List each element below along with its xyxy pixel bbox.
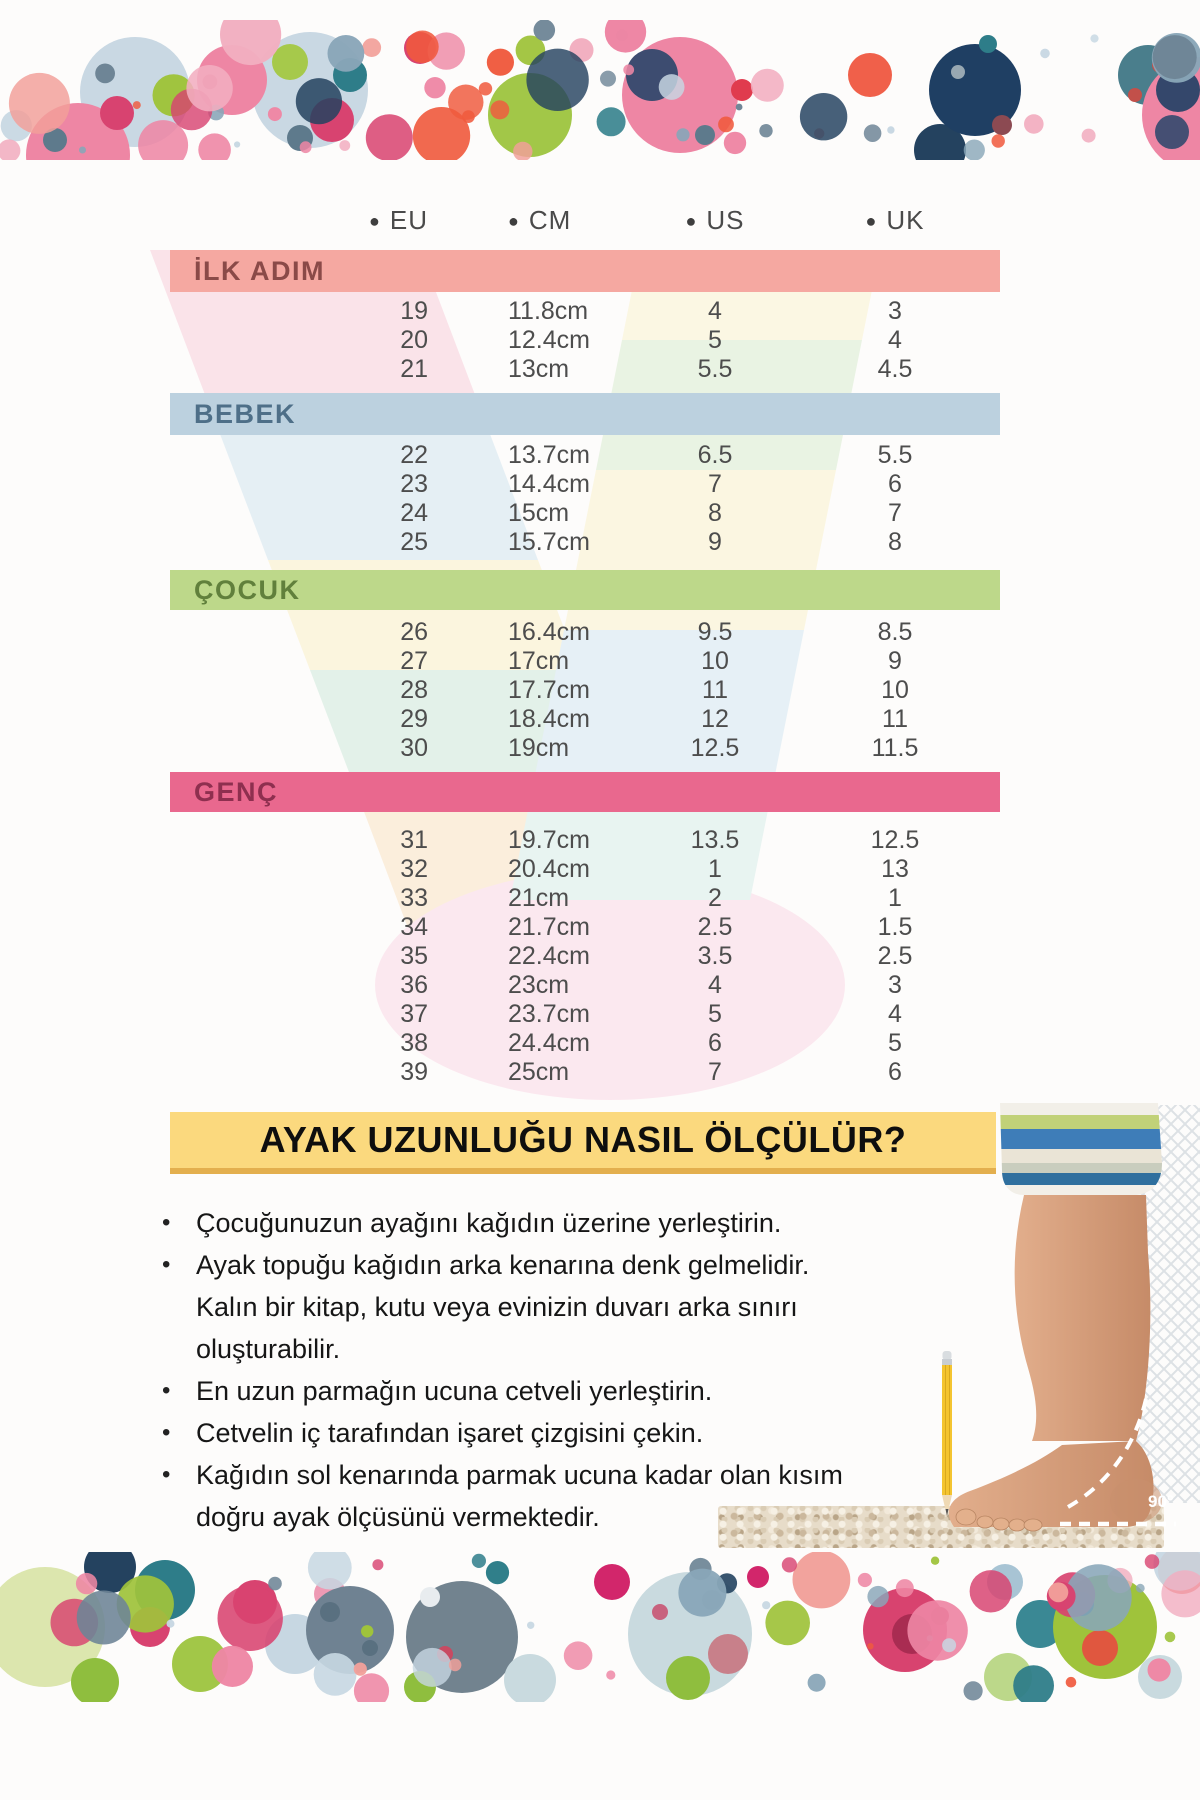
decorative-dot bbox=[887, 126, 894, 133]
decorative-dot bbox=[1136, 1584, 1145, 1593]
decorative-dot bbox=[1049, 1582, 1069, 1602]
cell-cm: 21cm bbox=[508, 884, 570, 912]
cell-eu: 34 bbox=[400, 913, 428, 941]
section-bar bbox=[170, 393, 1000, 435]
cell-eu: 35 bbox=[400, 942, 428, 970]
cell-eu: 27 bbox=[400, 647, 428, 675]
decorative-dot bbox=[354, 1663, 367, 1676]
decorative-dot bbox=[186, 65, 232, 111]
decorative-dot bbox=[534, 20, 556, 41]
decorative-dot bbox=[308, 1552, 352, 1590]
decorative-dot bbox=[907, 1600, 967, 1660]
cell-uk: 5 bbox=[888, 1029, 902, 1057]
instruction-line bbox=[158, 1202, 958, 1244]
top-dots-border bbox=[0, 20, 1200, 160]
size-row bbox=[170, 942, 1000, 971]
decorative-dot bbox=[1165, 1632, 1176, 1643]
cell-eu: 32 bbox=[400, 855, 428, 883]
cell-uk: 3 bbox=[888, 971, 902, 999]
cell-eu: 26 bbox=[400, 618, 428, 646]
decorative-dot bbox=[487, 49, 514, 76]
cell-eu: 29 bbox=[400, 705, 428, 733]
decorative-dot bbox=[526, 49, 588, 111]
decorative-dot bbox=[1153, 35, 1197, 79]
cell-eu: 25 bbox=[400, 528, 428, 556]
size-row bbox=[170, 441, 1000, 470]
cell-us: 13.5 bbox=[690, 826, 740, 854]
section-rows bbox=[170, 297, 1000, 384]
decorative-dot bbox=[424, 77, 445, 98]
cell-us: 12 bbox=[701, 705, 729, 733]
cell-eu: 21 bbox=[400, 355, 428, 383]
cell-uk: 7 bbox=[888, 499, 902, 527]
decorative-dot bbox=[300, 141, 312, 153]
bullet-marker: • bbox=[162, 1419, 171, 1446]
pencil-icon bbox=[942, 1351, 952, 1516]
instruction-line bbox=[158, 1454, 958, 1496]
size-row bbox=[170, 618, 1000, 647]
decorative-dot bbox=[864, 124, 882, 142]
cell-cm: 22.4cm bbox=[508, 942, 590, 970]
decorative-dot bbox=[600, 71, 616, 87]
column-label: CM bbox=[528, 204, 572, 235]
instruction-line bbox=[158, 1370, 958, 1412]
cell-uk: 11.5 bbox=[871, 734, 919, 762]
decorative-dot bbox=[212, 1646, 253, 1687]
cell-uk: 9 bbox=[888, 647, 902, 675]
decorative-dot bbox=[366, 114, 413, 160]
cell-eu: 31 bbox=[400, 826, 428, 854]
cell-uk: 1.5 bbox=[877, 913, 913, 941]
decorative-dot bbox=[1145, 1554, 1160, 1569]
instruction-text: Ayak topuğu kağıdın arka kenarına denk gelmelidir. bbox=[196, 1250, 810, 1280]
cell-us: 12.5 bbox=[690, 734, 740, 762]
bullet-icon: ● bbox=[685, 210, 698, 231]
decorative-dot bbox=[992, 134, 1005, 147]
cell-eu: 39 bbox=[400, 1058, 428, 1086]
cell-cm: 15.7cm bbox=[508, 528, 590, 556]
cell-cm: 15cm bbox=[508, 499, 570, 527]
cell-uk: 8.5 bbox=[877, 618, 913, 646]
cell-eu: 22 bbox=[400, 441, 428, 469]
decorative-dot bbox=[328, 35, 365, 72]
cell-cm: 16.4cm bbox=[508, 618, 590, 646]
section-label: ÇOCUK bbox=[194, 574, 301, 605]
decorative-dot bbox=[676, 128, 689, 141]
decorative-dot bbox=[77, 1591, 131, 1645]
cell-eu: 36 bbox=[400, 971, 428, 999]
size-row bbox=[170, 297, 1000, 326]
cell-eu: 37 bbox=[400, 1000, 428, 1028]
section-bar bbox=[170, 250, 1000, 292]
cell-eu: 23 bbox=[400, 470, 428, 498]
decorative-dot bbox=[361, 1625, 373, 1637]
instruction-list bbox=[158, 1202, 958, 1538]
decorative-dot bbox=[858, 1573, 872, 1587]
decorative-dot bbox=[167, 1620, 175, 1628]
instruction-line bbox=[158, 1328, 958, 1370]
measure-guide-banner bbox=[170, 1112, 996, 1174]
cell-cm: 12.4cm bbox=[508, 326, 590, 354]
cell-eu: 24 bbox=[400, 499, 428, 527]
cell-cm: 19.7cm bbox=[508, 826, 590, 854]
column-header-cm bbox=[430, 205, 640, 236]
decorative-dot bbox=[1082, 129, 1096, 143]
cell-eu: 38 bbox=[400, 1029, 428, 1057]
cell-eu: 30 bbox=[400, 734, 428, 762]
cell-cm: 19cm bbox=[508, 734, 570, 762]
decorative-dot bbox=[527, 1622, 534, 1629]
decorative-dot bbox=[623, 64, 634, 75]
size-row bbox=[170, 971, 1000, 1000]
cell-cm: 13cm bbox=[508, 355, 570, 383]
bullet-marker bbox=[158, 1286, 196, 1328]
cell-uk: 2.5 bbox=[877, 942, 913, 970]
instruction-text: Kağıdın sol kenarında parmak ucuna kadar olan kısım bbox=[196, 1460, 843, 1490]
cell-us: 1 bbox=[708, 855, 722, 883]
cell-uk: 5.5 bbox=[877, 441, 913, 469]
section-rows bbox=[170, 618, 1000, 763]
cell-us: 5.5 bbox=[697, 355, 733, 383]
decorative-dot bbox=[198, 133, 231, 160]
decorative-dot bbox=[762, 1601, 770, 1609]
cell-uk: 4 bbox=[888, 326, 902, 354]
decorative-dot bbox=[1024, 114, 1044, 134]
cell-cm: 14.4cm bbox=[508, 470, 590, 498]
decorative-dot bbox=[782, 1557, 797, 1572]
decorative-dot bbox=[759, 124, 772, 137]
instruction-text: Kalın bir kitap, kutu veya evinizin duvarı arka sınırı bbox=[196, 1292, 798, 1322]
decorative-dot bbox=[472, 1554, 486, 1568]
decorative-dot bbox=[372, 1559, 383, 1570]
section-label: GENÇ bbox=[194, 776, 279, 807]
decorative-dot bbox=[268, 1577, 282, 1591]
section-rows bbox=[170, 826, 1000, 1087]
bullet-icon: ● bbox=[865, 210, 878, 231]
cell-uk: 4 bbox=[888, 1000, 902, 1028]
cell-us: 11 bbox=[702, 676, 728, 704]
decorative-dot bbox=[659, 74, 685, 100]
column-header-eu bbox=[170, 205, 430, 236]
size-row bbox=[170, 676, 1000, 705]
decorative-dot bbox=[931, 1557, 939, 1565]
cell-cm: 23cm bbox=[508, 971, 570, 999]
cell-cm: 17cm bbox=[508, 647, 570, 675]
decorative-dot bbox=[448, 85, 483, 120]
decorative-dot bbox=[133, 101, 141, 109]
cell-cm: 18.4cm bbox=[508, 705, 590, 733]
instruction-text: oluşturabilir. bbox=[196, 1334, 341, 1364]
banner-title: AYAK UZUNLUĞU NASIL ÖLÇÜLÜR? bbox=[259, 1119, 907, 1160]
cell-us: 5 bbox=[708, 326, 722, 354]
decorative-dot bbox=[678, 1569, 726, 1617]
decorative-dot bbox=[724, 132, 746, 154]
cell-cm: 11.8cm bbox=[508, 297, 589, 325]
bullet-marker: • bbox=[162, 1461, 171, 1488]
decorative-dot bbox=[736, 104, 743, 111]
decorative-dot bbox=[751, 69, 784, 102]
cell-uk: 1 bbox=[888, 884, 902, 912]
size-row bbox=[170, 855, 1000, 884]
decorative-dot bbox=[800, 93, 847, 140]
cell-us: 7 bbox=[708, 1058, 722, 1086]
table-header-row bbox=[170, 198, 1000, 242]
cell-uk: 10 bbox=[881, 676, 909, 704]
section-bar bbox=[170, 570, 1000, 610]
decorative-dot bbox=[808, 1674, 826, 1692]
section-bar bbox=[170, 772, 1000, 812]
size-row bbox=[170, 470, 1000, 499]
cell-eu: 20 bbox=[400, 326, 428, 354]
cell-cm: 13.7cm bbox=[508, 441, 590, 469]
cell-us: 9.5 bbox=[697, 618, 733, 646]
size-row bbox=[170, 326, 1000, 355]
decorative-dot bbox=[718, 117, 734, 133]
cell-cm: 24.4cm bbox=[508, 1029, 590, 1057]
decorative-dot bbox=[867, 1586, 888, 1607]
decorative-dot bbox=[1090, 34, 1098, 42]
cell-us: 4 bbox=[708, 297, 722, 325]
cell-uk: 6 bbox=[888, 1058, 902, 1086]
decorative-dot bbox=[793, 1552, 851, 1608]
striped-pants bbox=[995, 1103, 1170, 1195]
cell-us: 6 bbox=[708, 1029, 722, 1057]
cell-uk: 13 bbox=[881, 855, 909, 883]
decorative-dot bbox=[218, 1586, 283, 1651]
size-row bbox=[170, 528, 1000, 557]
column-label: EU bbox=[389, 204, 428, 235]
cell-us: 9 bbox=[708, 528, 722, 556]
decorative-dot bbox=[95, 64, 115, 84]
size-row bbox=[170, 913, 1000, 942]
instruction-text: En uzun parmağın ucuna cetveli yerleştirin. bbox=[196, 1376, 713, 1406]
cell-eu: 19 bbox=[400, 297, 428, 325]
instruction-line bbox=[158, 1286, 958, 1328]
cell-us: 2.5 bbox=[697, 913, 733, 941]
cell-cm: 23.7cm bbox=[508, 1000, 590, 1028]
decorative-dot bbox=[268, 107, 282, 121]
decorative-dot bbox=[490, 100, 509, 119]
size-row bbox=[170, 647, 1000, 676]
bullet-marker: • bbox=[162, 1251, 171, 1278]
decorative-dot bbox=[339, 140, 350, 151]
decorative-dot bbox=[9, 73, 70, 134]
decorative-dot bbox=[234, 141, 240, 147]
section-rows bbox=[170, 441, 1000, 557]
decorative-dot bbox=[564, 1641, 593, 1670]
decorative-dot bbox=[1066, 1677, 1077, 1688]
size-row bbox=[170, 705, 1000, 734]
decorative-dot bbox=[606, 1670, 615, 1679]
cell-us: 6.5 bbox=[697, 441, 733, 469]
bullet-marker bbox=[158, 1496, 196, 1538]
cell-uk: 3 bbox=[888, 297, 902, 325]
decorative-dot bbox=[765, 1601, 810, 1646]
decorative-dot bbox=[354, 1673, 389, 1702]
cell-us: 3.5 bbox=[697, 942, 733, 970]
size-row bbox=[170, 1058, 1000, 1087]
instruction-text: Cetvelin iç tarafından işaret çizgisini çekin. bbox=[196, 1418, 704, 1448]
cell-cm: 25cm bbox=[508, 1058, 570, 1086]
decorative-dot bbox=[296, 78, 342, 124]
angle-label: 90° bbox=[1148, 1492, 1174, 1511]
instruction-line bbox=[158, 1412, 958, 1454]
column-header-uk bbox=[790, 205, 1000, 236]
cell-uk: 6 bbox=[888, 470, 902, 498]
bullet-marker: • bbox=[162, 1209, 171, 1236]
cell-us: 2 bbox=[708, 884, 722, 912]
cell-cm: 17.7cm bbox=[508, 676, 590, 704]
cell-uk: 12.5 bbox=[870, 826, 920, 854]
decorative-dot bbox=[942, 1638, 956, 1652]
column-label: UK bbox=[886, 204, 925, 235]
decorative-dot bbox=[486, 1561, 509, 1584]
decorative-dot bbox=[413, 1648, 452, 1687]
bullet-marker: • bbox=[162, 1377, 171, 1404]
size-row bbox=[170, 826, 1000, 855]
cell-uk: 11 bbox=[882, 705, 908, 733]
cell-us: 8 bbox=[708, 499, 722, 527]
decorative-dot bbox=[76, 1573, 97, 1594]
decorative-dot bbox=[964, 140, 985, 161]
size-row bbox=[170, 1000, 1000, 1029]
decorative-dot bbox=[597, 107, 626, 136]
decorative-dot bbox=[867, 1643, 873, 1649]
bottom-dots-border bbox=[0, 1552, 1200, 1702]
bullet-icon: ● bbox=[369, 210, 381, 231]
decorative-dot bbox=[362, 38, 381, 57]
cell-eu: 33 bbox=[400, 884, 428, 912]
size-row bbox=[170, 734, 1000, 763]
cell-us: 7 bbox=[708, 470, 722, 498]
decorative-dot bbox=[1148, 1658, 1171, 1681]
instruction-text: Çocuğunuzun ayağını kağıdın üzerine yerleştirin. bbox=[196, 1208, 782, 1238]
cell-uk: 4.5 bbox=[877, 355, 913, 383]
decorative-dot bbox=[970, 1570, 1012, 1612]
instruction-line bbox=[158, 1244, 958, 1286]
bullet-icon: ● bbox=[508, 210, 520, 231]
size-row bbox=[170, 884, 1000, 913]
cell-eu: 28 bbox=[400, 676, 428, 704]
bullet-marker bbox=[158, 1328, 196, 1370]
section-label: İLK ADIM bbox=[194, 255, 325, 286]
decorative-dot bbox=[406, 31, 439, 64]
size-table bbox=[170, 243, 1000, 1087]
decorative-dot bbox=[1040, 49, 1050, 59]
baby-leg bbox=[1015, 1195, 1151, 1441]
size-row bbox=[170, 499, 1000, 528]
instruction-text: doğru ayak ölçüsünü vermektedir. bbox=[196, 1502, 600, 1532]
cell-us: 4 bbox=[708, 971, 722, 999]
decorative-dot bbox=[896, 1579, 914, 1597]
cell-cm: 20.4cm bbox=[508, 855, 590, 883]
decorative-dot bbox=[605, 20, 646, 53]
decorative-dot bbox=[964, 1681, 983, 1700]
decorative-dot bbox=[449, 1659, 462, 1672]
column-header-us bbox=[640, 205, 790, 236]
decorative-dot bbox=[0, 139, 20, 160]
cell-us: 5 bbox=[708, 1000, 722, 1028]
cell-cm: 21.7cm bbox=[508, 913, 590, 941]
decorative-dot bbox=[314, 1653, 357, 1696]
cell-us: 10 bbox=[701, 647, 729, 675]
size-row bbox=[170, 1029, 1000, 1058]
cell-uk: 8 bbox=[888, 528, 902, 556]
size-row bbox=[170, 355, 1000, 384]
column-label: US bbox=[706, 204, 745, 235]
section-label: BEBEK bbox=[194, 398, 297, 429]
foot-measuring-photo bbox=[940, 1103, 1200, 1549]
decorative-dot bbox=[79, 147, 86, 154]
